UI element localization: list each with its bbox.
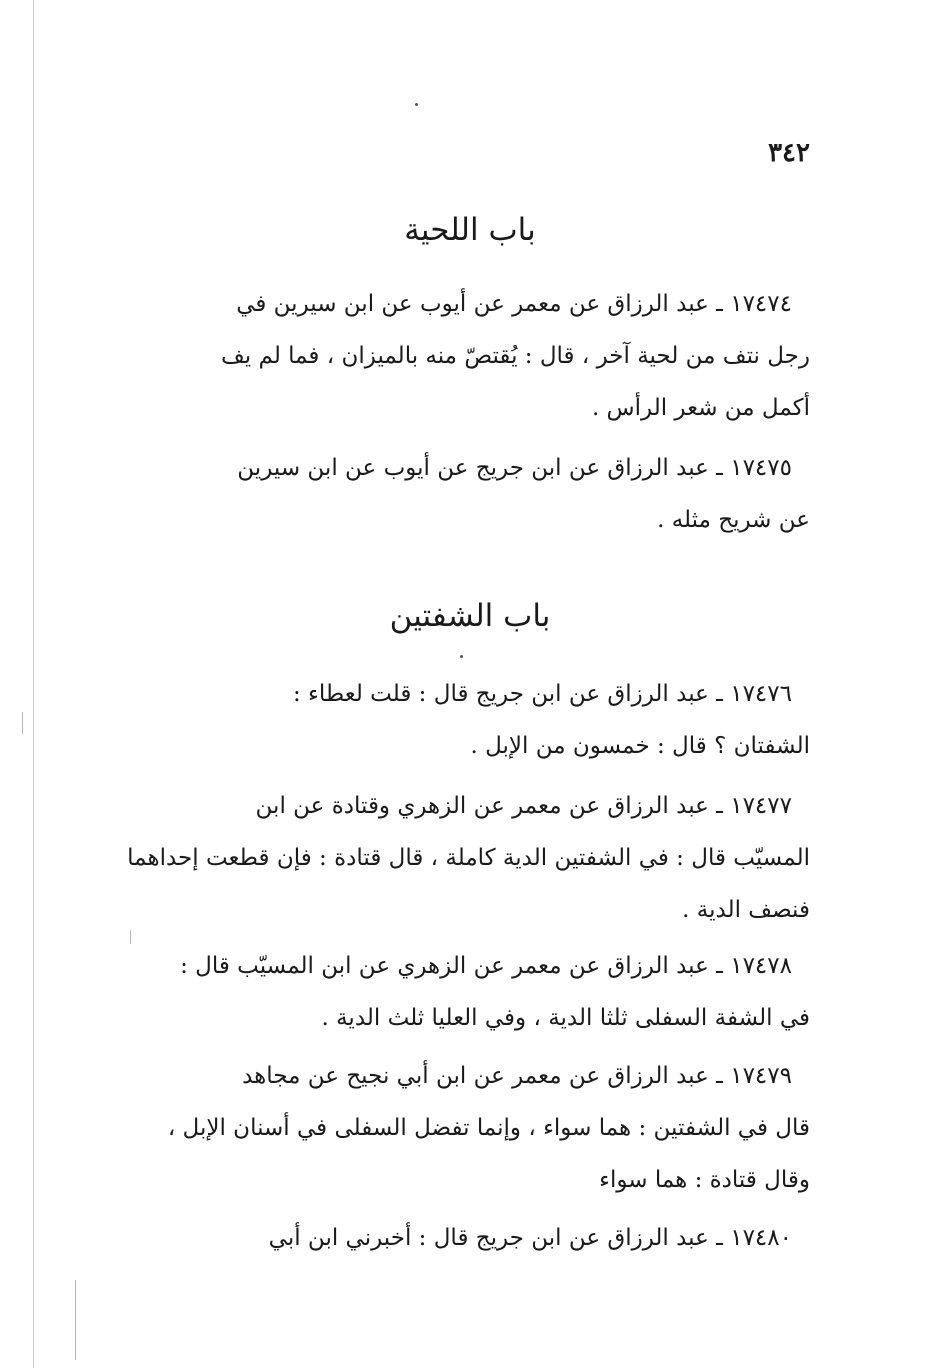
hadith-entry-17476 [130,668,810,772]
book-page [127,0,810,1368]
hadith-entry-17479 [130,1050,810,1206]
entry-line: ١٧٤٨٠ ـ عبد الرزاق عن ابن جريج قال : أخبرني ابن أبي [268,1225,792,1251]
entry-line: المسيّب قال : في الشفتين الدية كاملة ، قال قتادة : فإن قطعت إحداهما [127,845,810,871]
hadith-entry-17480 [130,1212,810,1264]
entry-line: ١٧٤٧٧ ـ عبد الرزاق عن معمر عن الزهري وقتادة عن ابن [255,793,792,819]
entry-line: في الشفة السفلى ثلثا الدية ، وفي العليا ثلث الدية . [321,1005,810,1031]
section-heading-beard: باب اللحية [404,212,536,248]
page-number: ٣٤٢ [768,138,810,168]
entry-line: قال في الشفتين : هما سواء ، وإنما تفضل السفلى في أسنان الإبل ، [167,1115,810,1141]
page-edge [33,0,34,1368]
entry-line: الشفتان ؟ قال : خمسون من الإبل . [470,733,810,759]
scan-mark [75,1280,76,1360]
hadith-entry-17474 [130,278,810,434]
entry-line: فنصف الدية . [682,897,810,923]
entry-line: عن شريح مثله . [657,507,810,533]
entry-line: ١٧٤٧٨ ـ عبد الرزاق عن معمر عن الزهري عن ابن المسيّب قال : [180,953,792,979]
entry-line: ١٧٤٧٩ ـ عبد الرزاق عن معمر عن ابن أبي نجيح عن مجاهد [242,1063,792,1089]
entry-line: ١٧٤٧٥ ـ عبد الرزاق عن ابن جريج عن أيوب عن ابن سيرين [237,455,792,481]
hadith-entry-17478 [130,940,810,1044]
entry-line: وقال قتادة : هما سواء [599,1167,810,1193]
entry-line: ١٧٤٧٤ ـ عبد الرزاق عن معمر عن أيوب عن ابن سيرين في [236,291,792,317]
entry-line: أكمل من شعر الرأس . [591,395,810,421]
scan-mark [22,712,23,734]
entry-line: ١٧٤٧٦ ـ عبد الرزاق عن ابن جريج قال : قلت لعطاء : [293,681,792,707]
hadith-entry-17475 [130,442,810,546]
section-heading-lips: باب الشفتين [389,598,551,634]
entry-line: رجل نتف من لحية آخر ، قال : يُقتصّ منه بالميزان ، فما لم يف [220,343,810,369]
heading-dot [460,655,463,658]
hadith-entry-17477 [127,780,810,936]
